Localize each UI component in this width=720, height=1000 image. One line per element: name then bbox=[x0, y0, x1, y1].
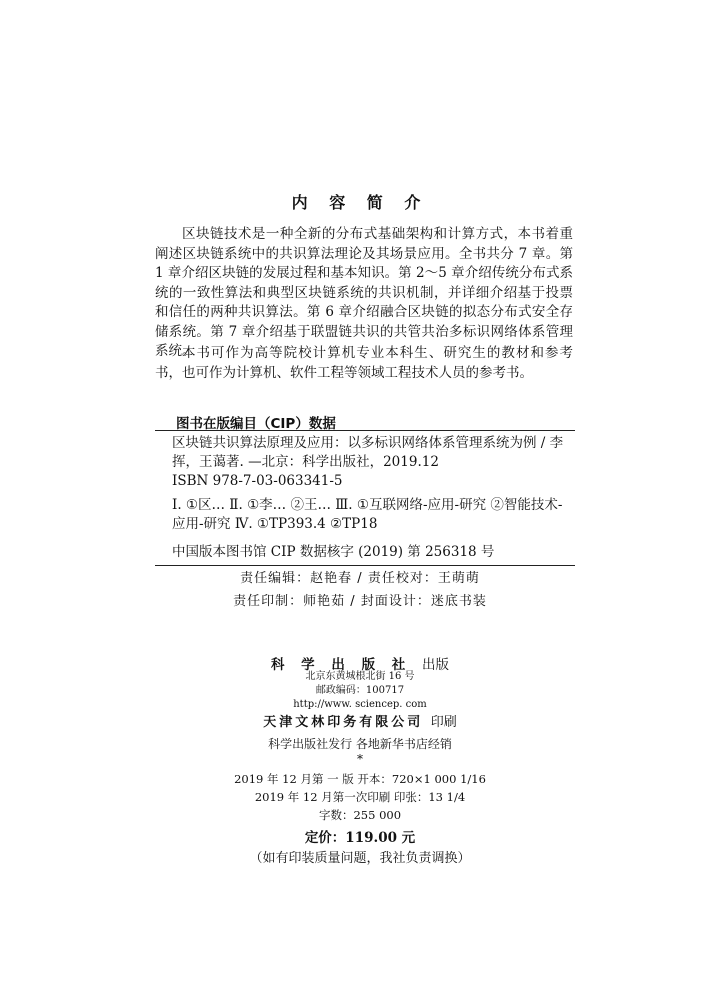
cip-isbn: ISBN 978-7-03-063341-5 bbox=[172, 473, 343, 489]
quality-notice: （如有印装质量问题，我社负责调换） bbox=[249, 851, 471, 866]
synopsis-text-1: 区块链技术是一种全新的分布式基础架构和计算方式，本书着重阐述区块链系统中的共识算法理论及其场景应用。全书共分 7 章。第 1 章介绍区块链的发展过程和基本知识。第 2～5 章介绍传统分布式系统的一致性算法和典型区块链系统的共识机制，并详细介绍基于投票和信任的两种共识算法。第 6 章介绍融合区块链的拟态分布式安全存储系统。第 7 章介绍基于联盟链共识的共管共治多标识网络体系管理系统。 bbox=[155, 226, 573, 359]
printer-name: 天津文林印务有限公司 bbox=[263, 715, 424, 730]
publisher-website: http://www. sciencep. com bbox=[293, 699, 427, 710]
synopsis-title: 内 容 简 介 bbox=[291, 193, 429, 212]
separator-star: * bbox=[357, 752, 363, 766]
editor-credits-line-2: 责任印制：师艳茹 / 封面设计：迷底书装 bbox=[233, 594, 487, 609]
printer-suffix: 印刷 bbox=[430, 715, 457, 730]
cip-data-number: 中国版本图书馆 CIP 数据核字 (2019) 第 256318 号 bbox=[172, 544, 495, 560]
edition-line-1: 2019 年 12 月第 一 版 开本：720×1 000 1/16 bbox=[234, 772, 486, 786]
synopsis-text-2: 本书可作为高等院校计算机专业本科生、研究生的教材和参考书，也可作为计算机、软件工程等领域工程技术人员的参考书。 bbox=[155, 345, 573, 381]
publisher-name: 科 学 出 版 社 bbox=[270, 657, 412, 673]
edition-line-2: 2019 年 12 月第一次印刷 印张：13 1/4 bbox=[254, 790, 466, 804]
synopsis-paragraph-1 bbox=[155, 225, 573, 362]
distribution-line: 科学出版社发行 各地新华书店经销 bbox=[268, 737, 452, 751]
editor-credits bbox=[0, 567, 720, 613]
editor-credits-line-1: 责任编辑：赵艳春 / 责任校对：王萌萌 bbox=[240, 571, 480, 586]
publisher-address: 北京东黄城根北街 16 号 bbox=[305, 671, 415, 682]
printer-line bbox=[0, 711, 720, 730]
edition-line-3: 字数：255 000 bbox=[318, 808, 402, 822]
publisher-suffix: 出版 bbox=[422, 657, 449, 673]
cip-bottom-rule bbox=[155, 565, 575, 566]
cip-heading: 图书在版编目（CIP）数据 bbox=[176, 416, 336, 432]
synopsis-paragraph-2 bbox=[155, 344, 573, 383]
cip-top-rule bbox=[155, 430, 575, 431]
price: 定价：119.00 元 bbox=[304, 830, 416, 846]
publisher-address-block bbox=[0, 670, 720, 712]
edition-info bbox=[0, 770, 720, 824]
cip-citation: 区块链共识算法原理及应用：以多标识网络体系管理系统为例 / 李挥，王蔼著. —北京：科学出版社，2019.12 bbox=[172, 435, 564, 470]
publisher-postcode: 邮政编码：100717 bbox=[315, 685, 405, 696]
cip-classification: Ⅰ. ①区… Ⅱ. ①李… ②王… Ⅲ. ①互联网络-应用-研究 ②智能技术-应用-研究 Ⅳ. ①TP393.4 ②TP18 bbox=[172, 497, 563, 532]
